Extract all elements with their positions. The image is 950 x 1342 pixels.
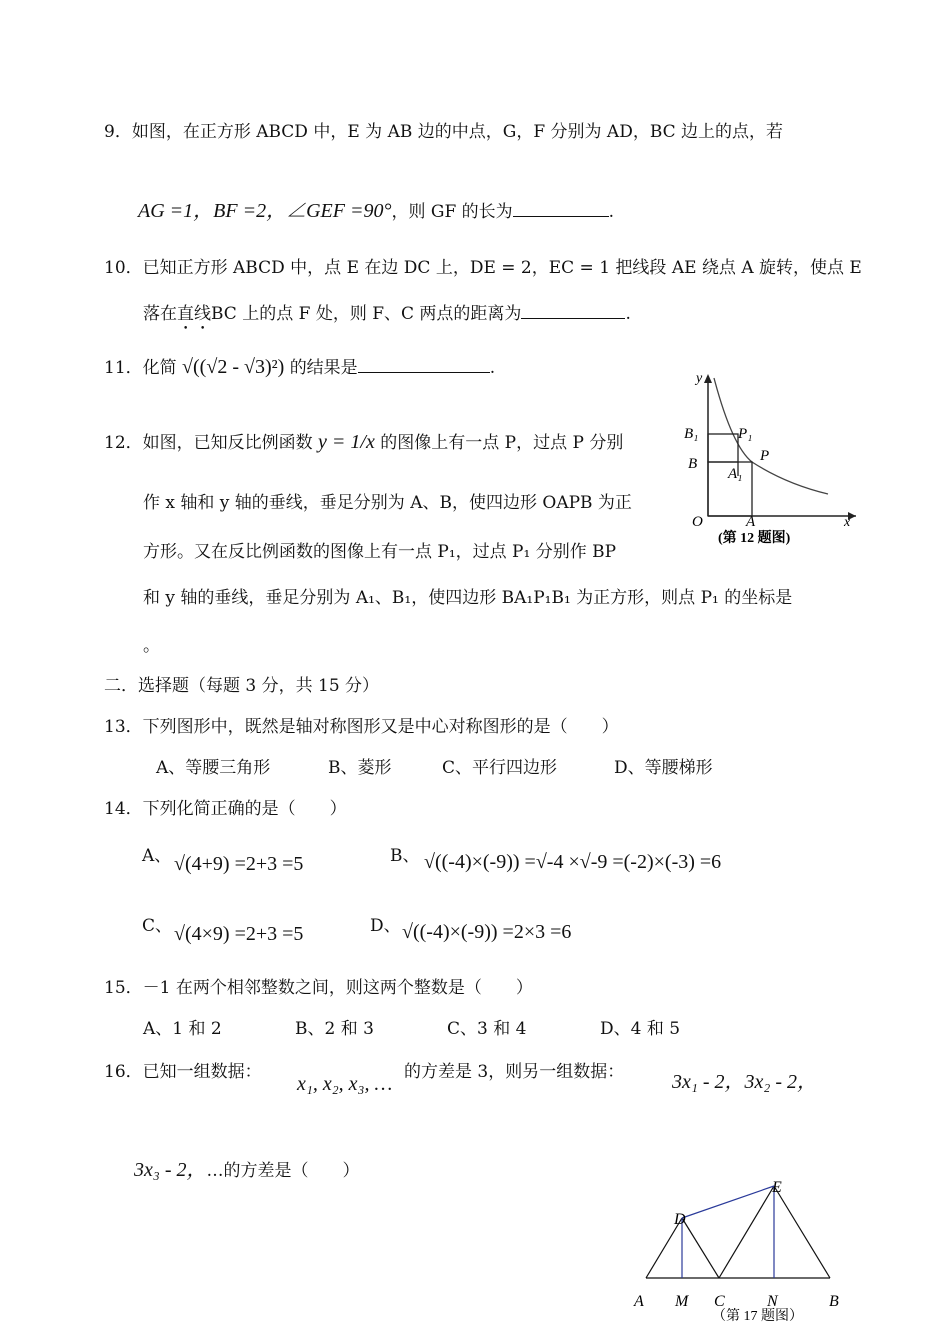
q15-stem: 15．－1 在两个相邻整数之间，则这两个整数是（ ） [104, 978, 533, 998]
q12-figure [676, 366, 866, 552]
q13-option-c[interactable]: C、平行四边形 [442, 758, 558, 778]
label-B: B [688, 456, 698, 472]
label-E: E [772, 1179, 782, 1196]
section-2-heading: 二．选择题（每题 3 分，共 15 分） [104, 676, 380, 696]
q14-option-b[interactable] [390, 844, 420, 868]
q11-expr: √((√2 - √3)²) [182, 356, 285, 378]
label-N: N [767, 1293, 778, 1310]
q9-tail: ，则 GF 的长为 [391, 202, 513, 222]
q14-a-expr: √(4+9) =2+3 =5 [174, 853, 304, 875]
q9-formula: AG =1，BF =2，∠GEF =90° [138, 200, 392, 222]
label-x: x [844, 515, 851, 530]
q14-option-a[interactable] [142, 844, 171, 868]
label-A: A [746, 514, 756, 530]
seg-DE [682, 1186, 774, 1218]
label-P1: P₁ [738, 426, 753, 442]
seg-EB [774, 1186, 830, 1278]
q10-line2 [143, 300, 631, 334]
q11-suffix: 的结果是 [289, 358, 358, 378]
q16-line2-tail: …的方差是（ ） [206, 1161, 360, 1181]
q12-figure-caption: (第 12 题图) [718, 531, 791, 546]
q17-figure [628, 1172, 856, 1342]
q12-line4: 和 y 轴的垂线，垂足分别为 A₁、B₁，使四边形 BA₁P₁B₁ 为正方形，则点 P₁ 的坐标是 [143, 588, 793, 608]
q13-stem: 13．下列图形中，既然是轴对称图形又是中心对称图形的是（ ） [104, 717, 619, 737]
q14-c-label: C、 [142, 916, 173, 936]
q12-prefix: 12．如图，已知反比例函数 [104, 433, 313, 453]
seg-CE [719, 1186, 774, 1278]
q17-figure-caption: （第 17 题图） [712, 1309, 803, 1324]
q9-end: . [608, 202, 615, 222]
q12-line2: 作 x 轴和 y 轴的垂线，垂足分别为 A、B，使四边形 OAPB 为正 [143, 493, 632, 513]
q15-option-c[interactable]: C、3 和 4 [447, 1019, 527, 1039]
q14-option-c[interactable] [142, 914, 172, 938]
q16-prefix: 16．已知一组数据： [104, 1062, 262, 1082]
label-B1: B₁ [684, 426, 699, 442]
q13-option-a[interactable]: A、等腰三角形 [156, 758, 271, 778]
q14-b-label: B、 [390, 846, 420, 866]
q12-line1-tail: 的图像上有一点 P，过点 P 分别 [380, 433, 624, 453]
label-A: A [634, 1293, 644, 1310]
q16-data: x₁, x₂, x₃, … [297, 1073, 393, 1095]
q15-option-d[interactable]: D、4 和 5 [600, 1019, 681, 1039]
q16-line2 [134, 1158, 360, 1183]
q16-line2-expr: 3x₃ - 2， [134, 1159, 207, 1181]
q14-c-expr: √(4×9) =2+3 =5 [174, 923, 304, 945]
q12-line5: 。 [143, 636, 160, 656]
q10-answer-blank[interactable] [521, 300, 625, 319]
label-A1: A₁ [728, 466, 743, 482]
q10-emphasis: 直线 [177, 304, 211, 324]
label-M: M [675, 1293, 689, 1310]
q12-function: y = 1/x [318, 431, 375, 453]
label-B: B [829, 1293, 839, 1310]
q16-new-data: 3x₁ - 2，3x₂ - 2， [672, 1071, 817, 1093]
q16-mid: 的方差是 3，则另一组数据： [404, 1062, 625, 1082]
q9-answer-blank[interactable] [513, 198, 609, 217]
label-D: D [674, 1211, 686, 1228]
q12-line1 [104, 430, 623, 455]
q11-answer-blank[interactable] [358, 354, 490, 373]
q11-line [104, 354, 495, 380]
seg-DC [682, 1218, 719, 1278]
square-BA1P1B1 [708, 434, 738, 462]
q15-option-b[interactable]: B、2 和 3 [295, 1019, 374, 1039]
q11-end: . [489, 358, 496, 378]
q11-prefix: 11．化简 [104, 358, 177, 378]
q14-stem: 14．下列化简正确的是（ ） [104, 799, 347, 819]
q14-option-d[interactable] [370, 914, 401, 938]
q13-option-b[interactable]: B、菱形 [328, 758, 392, 778]
q12-line3: 方形。又在反比例函数的图像上有一点 P₁，过点 P₁ 分别作 BP [143, 542, 617, 562]
q14-d-expr: √((-4)×(-9)) =2×3 =6 [402, 921, 572, 943]
q13-option-d[interactable]: D、等腰梯形 [614, 758, 713, 778]
label-O: O [692, 514, 703, 530]
label-C: C [714, 1293, 725, 1310]
q10-end: . [625, 304, 631, 324]
q15-option-a[interactable]: A、1 和 2 [143, 1019, 222, 1039]
q9-line1: 9．如图，在正方形 ABCD 中，E 为 AB 边的中点，G，F 分别为 AD，BC 边上的点，若 [104, 122, 784, 142]
q10-line2-b: BC 上的点 F 处，则 F、C 两点的距离为 [211, 304, 522, 324]
q14-b-expr: √((-4)×(-9)) =√-4 ×√-9 =(-2)×(-3) =6 [424, 851, 722, 873]
label-P: P [760, 448, 770, 464]
q14-d-label: D、 [370, 916, 401, 936]
q10-line1: 10．已知正方形 ABCD 中，点 E 在边 DC 上，DE = 2，EC = 1 把线段 AE 绕点 A 旋转，使点 E [104, 258, 862, 278]
q14-a-label: A、 [142, 846, 172, 866]
label-y: y [696, 371, 703, 386]
y-axis-arrow [704, 374, 712, 383]
q9-line2 [138, 198, 614, 224]
q10-line2-a: 落在 [143, 304, 177, 324]
